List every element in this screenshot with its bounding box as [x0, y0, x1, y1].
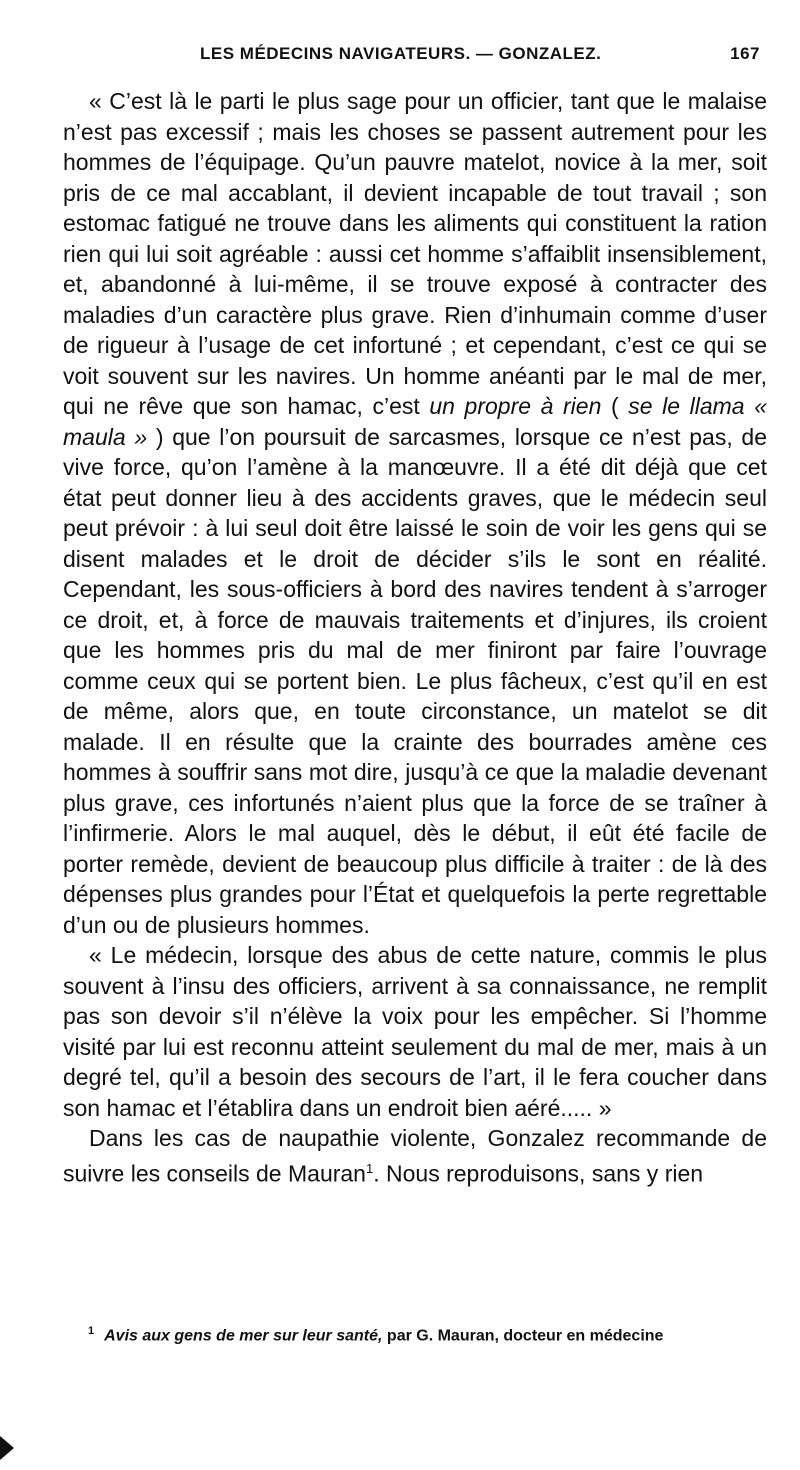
running-head: LES MÉDECINS NAVIGATEURS. — GONZALEZ.: [200, 44, 602, 63]
footnote-reference[interactable]: 1: [365, 1160, 374, 1176]
text-run: « C’est là le parti le plus sage pour un officier, tant que le malaise n’est pas excessif ; mais les choses se passent autrement pour les hommes de l’équipage. Qu’un pauvre matelot, novice à la mer, soit pris de ce mal accablant, il devient incapable de tout travail ; son estomac fatigué ne trouve dans les aliments qui constituent la ration rien qui lui soit agréable : aussi cet homme s’affaiblit insensiblement, et, abandonné à lui-même, il se trouve exposé à contracter des maladies d’un caractère plus grave. Rien d’inhumain comme d’user de rigueur à l’usage de cet infortuné ; et cependant, c’est ce qui se voit souvent sur les navires. Un homme anéanti par le mal de mer, qui ne rêve que son hamac, c’est: [63, 88, 767, 419]
footnote-mark: 1: [88, 1325, 95, 1337]
paragraph: [63, 1123, 767, 1189]
footnote-text: par G. Mauran, docteur en médecine: [382, 1327, 664, 1345]
text-run: Dans les cas de naupathie violente, Gonzalez recommande de suivre les conseils de Mauran: [63, 1125, 767, 1187]
page-number: 167: [730, 44, 760, 63]
page-header: [60, 44, 760, 72]
text-run: (: [601, 393, 629, 419]
italic-text-run: un propre à rien: [429, 393, 602, 419]
page-corner-marker-icon: [0, 1436, 14, 1460]
footnote: [88, 1320, 768, 1347]
text-run: ) que l’on poursuit de sarcasmes, lorsque ce n’est pas, de vive force, qu’on l’amène à la manœuvre. Il a été dit déjà que cet état peut donner lieu à des accidents graves, que le médecin seul peut prévoir : à lui seul doit être laissé le soin de voir les gens qui se disent malades et le droit de décider s’ils le sont en réalité. Cependant, les sous-officiers à bord des navires tendent à s’arroger ce droit, et, à force de mauvais traitements et d’injures, ils croient que les hommes pris du mal de mer finiront par faire l’ouvrage comme ceux qui se portent bien. Le plus fâcheux, c’est qu’il en est de même, alors que, en toute circonstance, un matelot se dit malade. Il en résulte que la crainte des bourrades amène ces hommes à souffrir sans mot dire, jusqu’à ce que la maladie devenant plus grave, ces infortunés n’aient plus que la force de se traîner à l’infirmerie. Alors le mal auquel, dès le début, il eût été facile de porter remède, devient de beaucoup plus difficile à traiter : de là des dépenses plus grandes pour l’État et quelquefois la perte regrettable d’un ou de plusieurs hommes.: [63, 423, 767, 938]
paragraph: [63, 86, 767, 940]
text-run: . Nous reproduisons, sans y rien: [373, 1160, 704, 1187]
italic-text-run: se le llama « maula »: [63, 393, 767, 450]
text-run: « Le médecin, lorsque des abus de cette nature, commis le plus souvent à l’insu des officiers, arrivent à sa connaissance, ne remplit pas son devoir s’il n’élève la voix pour les empêcher. Si l’homme visité par lui est reconnu atteint seulement du mal de mer, mais à un degré tel, qu’il a besoin des secours de l’art, il le fera coucher dans son hamac et l’établira dans un endroit bien aéré..... »: [63, 942, 767, 1121]
paragraph: [63, 940, 767, 1123]
body-text: [63, 86, 767, 1189]
footnote-title: Avis aux gens de mer sur leur santé,: [104, 1327, 383, 1345]
